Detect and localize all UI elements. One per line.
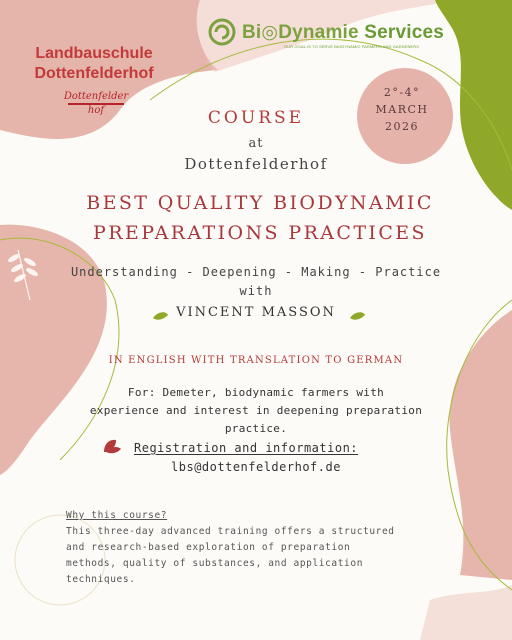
date-days: 2°-4° — [383, 86, 421, 99]
why-line1: This three-day advanced training offers a structured — [66, 526, 395, 537]
leaf-icon-registration — [104, 440, 121, 453]
speaker-name: VINCENT MASSON — [176, 305, 336, 320]
blush-blob-bottom-right — [420, 585, 512, 640]
audience-line3: practice. — [224, 422, 288, 435]
why-description — [66, 524, 466, 588]
course-at: at — [248, 136, 264, 151]
partner-o-icon: ◎ — [261, 22, 279, 43]
registration-email[interactable]: lbs@dottenfelderhof.de — [171, 460, 341, 474]
school-name-line2: Dottenfelderhof — [34, 65, 154, 82]
registration-label: Registration and information: — [134, 441, 359, 455]
course-place: Dottenfelderhof — [184, 155, 328, 173]
school-name-line1: Landbauschule — [35, 45, 153, 62]
course-with: with — [239, 284, 273, 298]
language-note: IN ENGLISH WITH TRANSLATION TO GERMAN — [108, 355, 404, 366]
school-logo-line2: hof — [87, 105, 105, 116]
date-month: MARCH — [375, 103, 429, 116]
audience — [56, 384, 456, 438]
course-subtitle: Understanding - Deepening - Making - Practice — [70, 265, 442, 279]
why-heading: Why this course? — [66, 510, 168, 521]
course-title — [60, 188, 460, 248]
why-line3: methods, quality of substances, and application — [66, 558, 364, 569]
date-year: 2026 — [385, 120, 419, 133]
course-title-line2: PREPARATIONS PRACTICES — [93, 222, 427, 244]
partner-name-part3: Services — [358, 22, 445, 43]
why-line4: techniques. — [66, 574, 136, 585]
partner-name-part1: Bi — [242, 22, 262, 43]
school-logo-line1: Dottenfelder — [63, 91, 129, 102]
audience-line1: For: Demeter, biodynamic farmers with — [127, 386, 385, 399]
audience-line2: experience and interest in deepening preparation — [89, 404, 423, 417]
partner-name-part2: Dynamie — [278, 22, 359, 43]
course-label: COURSE — [207, 108, 305, 128]
course-title-line1: BEST QUALITY BIODYNAMIC — [86, 192, 434, 214]
why-line2: and research-based exploration of preparation — [66, 542, 351, 553]
partner-tagline: OUR GOAL IS TO SERVE BIODYNAMIC FARMERS AND GARDENERS — [284, 44, 419, 49]
partner-name — [242, 21, 444, 44]
school-name — [14, 44, 174, 84]
